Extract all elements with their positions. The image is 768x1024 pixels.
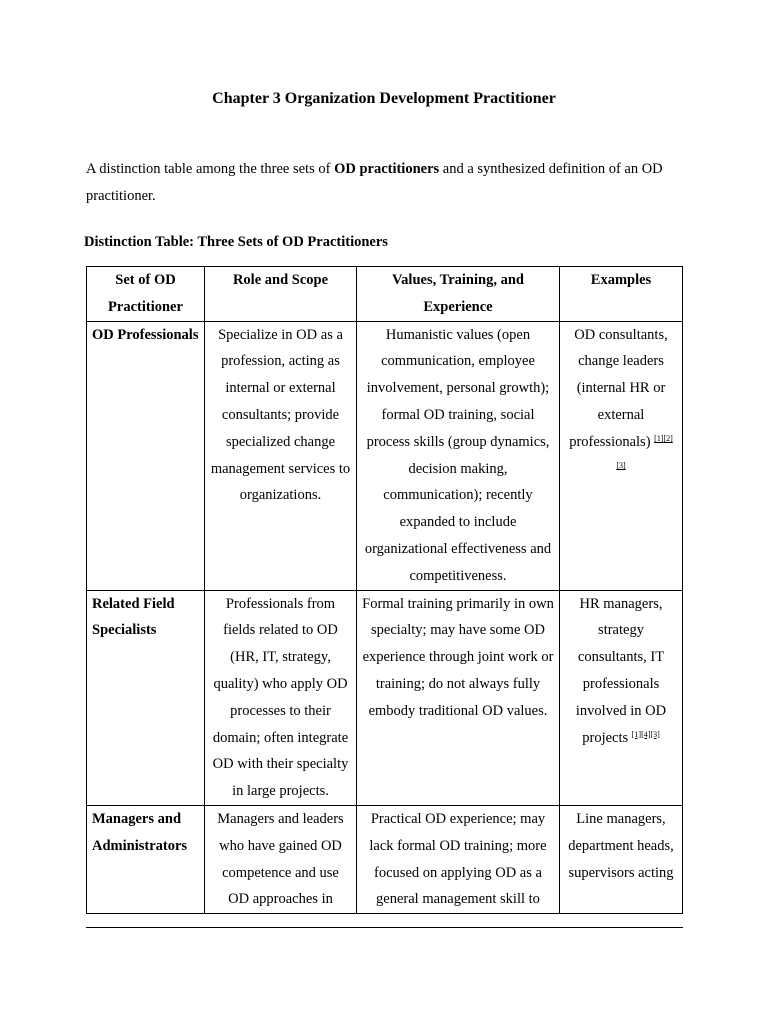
table-caption: Distinction Table: Three Sets of OD Practitioners (84, 234, 388, 250)
intro-text-after: and a synthesized definition of an OD practitioner. (86, 161, 663, 204)
header-role: Role and Scope (205, 267, 357, 322)
table-row (87, 805, 683, 913)
header-set: Set of OD Practitioner (87, 267, 205, 322)
cell-role: Managers and leaders who have gained OD competence and use OD approaches in (205, 805, 357, 913)
cell-set: OD Professionals (87, 321, 205, 590)
table-row (87, 590, 683, 805)
cell-set: Related Field Specialists (87, 590, 205, 805)
cell-values: Humanistic values (open communication, employee involvement, personal growth); formal OD training, social process skills (group dynamics, decision making, communication); recently expanded to include organizational effectiveness and competitiveness. (357, 321, 560, 590)
page-title: Chapter 3 Organization Development Practitioner (212, 90, 556, 107)
cell-set: Managers and Administrators (87, 805, 205, 913)
examples-text: OD consultants, change leaders (internal HR or external professionals) (569, 326, 668, 450)
cell-role: Specialize in OD as a profession, acting as internal or external consultants; provide specialized change management services to organizations. (205, 321, 357, 590)
cell-values: Formal training primarily in own specialty; may have some OD experience through joint work or training; do not always fully embody traditional OD values. (357, 590, 560, 805)
citation-link[interactable]: [1][4][3] (631, 729, 660, 739)
intro-text-before: A distinction table among the three sets of (86, 161, 335, 177)
cell-values: Practical OD experience; may lack formal OD training; more focused on applying OD as a general management skill to (357, 805, 560, 913)
cell-role: Professionals from fields related to OD (HR, IT, strategy, quality) who apply OD processes to their domain; often integrate OD with their specialty in large projects. (205, 590, 357, 805)
cell-examples (560, 321, 683, 590)
intro-text-bold: OD practitioners (334, 161, 440, 177)
header-values: Values, Training, and Experience (357, 267, 560, 322)
header-examples: Examples (560, 267, 683, 322)
distinction-table (86, 266, 683, 914)
cell-examples: Line managers, department heads, supervisors acting (560, 805, 683, 913)
table-row (87, 321, 683, 590)
table-bottom-border (86, 927, 683, 928)
cell-examples (560, 590, 683, 805)
citation-link[interactable]: [1][2][3] (616, 433, 673, 470)
table-header-row (87, 267, 683, 322)
examples-text: HR managers, strategy consultants, IT professionals involved in OD projects (575, 595, 667, 746)
